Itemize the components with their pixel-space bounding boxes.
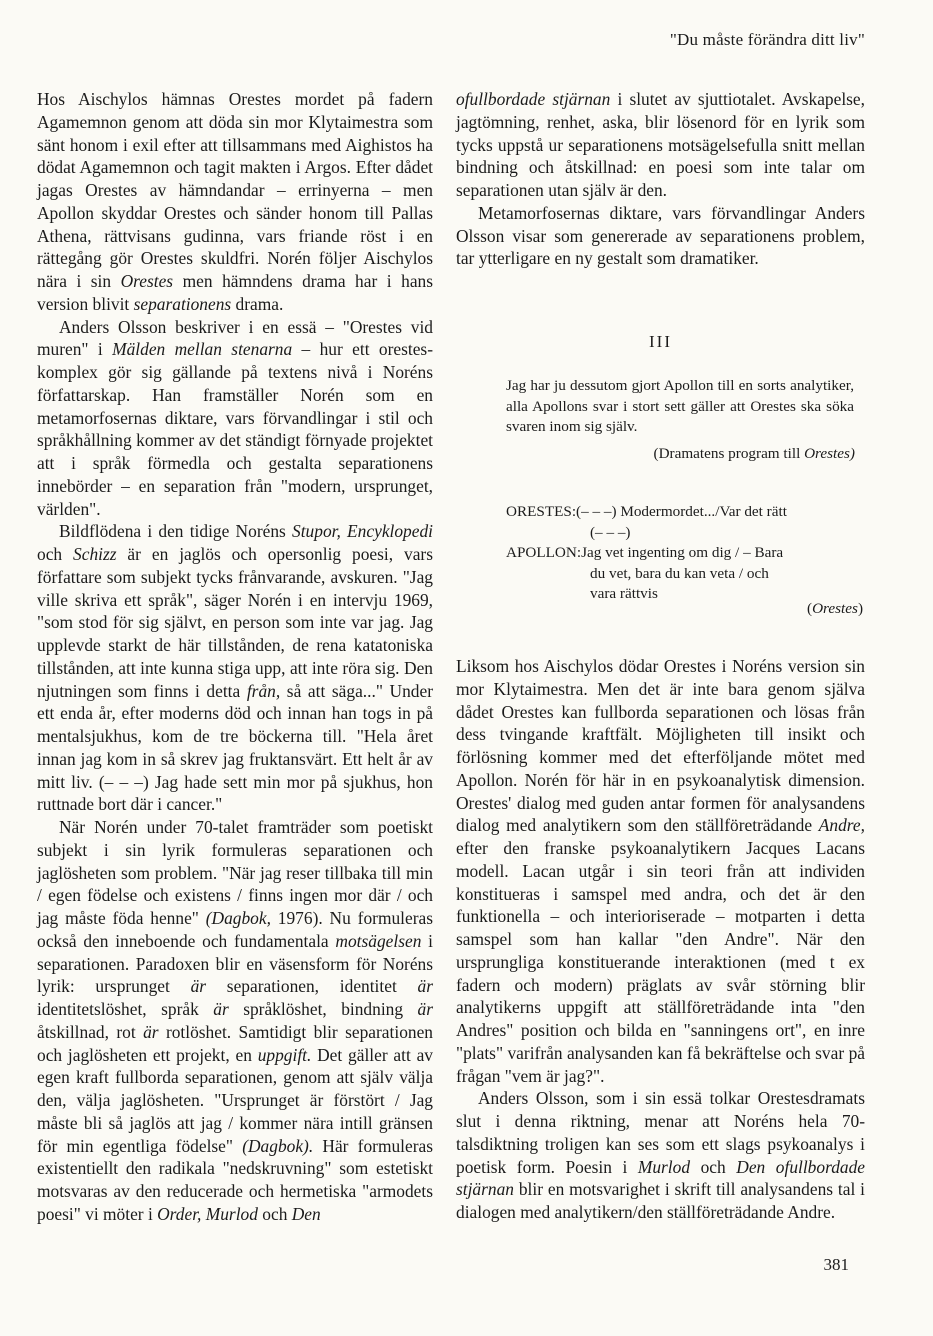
dialogue-quote: ORESTES: (– – –) Modermordet.../Var det rätt (– – –) APOLLON: Jag vet ingenting om dig / – Bara du vet, bara du kan veta / och vara rättvis [506, 502, 866, 605]
section-number: III [649, 332, 672, 351]
dialogue-line: APOLLON: Jag vet ingenting om dig / – Bara [506, 543, 866, 564]
left-column [37, 88, 433, 1226]
paragraph: Metamorfosernas diktare, vars förvandlingar Anders Olsson visar som genererade av separationens problem, tar ytterligare en ny gestalt som dramatiker. [456, 202, 865, 269]
speaker: APOLLON: [506, 544, 582, 561]
epigraph: Jag har ju dessutom gjort Apollon till en sorts analytiker, alla Apollons svar i stort sett gäller att Orestes ska söka svaren inom sig själv. [506, 377, 854, 436]
speaker: ORESTES: [506, 503, 577, 520]
dialogue-source: (Orestes) [807, 600, 863, 617]
right-column-bottom [456, 655, 865, 1224]
dialogue-line: ORESTES: (– – –) Modermordet.../Var det rätt [506, 502, 866, 523]
running-head: "Du måste förändra ditt liv" [669, 30, 865, 49]
paragraph: Bildflödena i den tidige Noréns Stupor, Encyklopedi och Schizz är en jaglös och opersonlig poesi, vars författare som subjekt tycks frånvarande, avskuren. "Jag ville skriva ett språk", säger Norén i en intervju 1969, "som stod för sig självt, en person som inte var jag. Jag upplevde starkt de här tillstånden, de rena katatoniska tillstånden, att inte kunna stiga upp, att inte röra sig. Den njutningen som finns i detta från, så att säga..." Under ett enda år, efter moderns död och innan han togs in på mentalsjukhus, kom de tre böckerna till. "Hela året innan jag kom in så skrev jag fruktansvärt. Ett helt år av mitt liv. (– – –) Jag hade sett min mor på sjukhus, hon ruttnade bort där i cancer." [37, 521, 434, 815]
epigraph-source: (Dramatens program till Orestes) [653, 445, 855, 462]
paragraph: När Norén under 70-talet framträder som poetiskt subjekt i sin lyrik formuleras separationen och jaglösheten som problem. "När jag reser tillbaka till min / egen födelse och existens / finns ingen mor där / och jag måste föda henne" (Dagbok, 1976). Nu formuleras också den inneboende och fundamentala motsägelsen i separationen. Paradoxen blir en väsensform för Noréns lyrik: ursprunget är separationen, identitet är identitetslöshet, språk är språklöshet, bindning är åtskillnad, rot är rotlöshet. Samtidigt blir separationen och jaglösheten ett projekt, en uppgift. Det gäller att av egen kraft fullborda separationen, genom att själv välja den, välja jaglösheten. "Ursprunget är förstört / Jag måste bli så jaglös att jag / kommer nära intill gränsen för min egentliga födelse" (Dagbok). Här formuleras existentiellt den radikala "nedskruvning" som estetiskt motsvaras av den reducerade och hermetiska "armodets poesi" vi möter i Order, Murlod och Den [37, 817, 434, 1224]
paragraph: ofullbordade stjärnan i slutet av sjuttiotalet. Avskapelse, jagtömning, renhet, aska, blir lösenord för en lyrik som tycks uppstå ur separationens motsägelsefulla snitt mellan bindning och åtskillnad: en poesi som inte talar om separationen utan själv är den. [456, 89, 865, 200]
paragraph: Liksom hos Aischylos dödar Orestes i Noréns version sin mor Klytaimestra. Men det är inte bara genom själva dådet Orestes kan fullborda separationen och lösas från dess tvingande kraftfält. Möjligheten till insikt och förlösning kommer med det efterföljande mötet med Apollon. Norén för här in en psykoanalytisk dimension. Orestes' dialog med guden antar formen för analysandens dialog med analytikern som den ställföreträdande Andre, efter den franske psykoanalytikern Jacques Lacans modell. Lacan utgår i sin teori från att individen konstitueras i samspel med andra, och det är den funktionella – och interioriserade – motparten i detta samspel som han kallar "den Andre". När den ursprungliga konstituerande interaktionen (med t ex fadern och modern) präglats av svår störning blir analytikerns uppgift att ställföreträdande inta "den Andres" position och bilda en "sanningens ort", en inre "plats" varifrån analysanden kan få bekräftelse och svar på frågan "vem är jag?". [456, 656, 865, 1086]
page-number: 381 [823, 1255, 849, 1274]
paragraph: Anders Olsson, som i sin essä tolkar Orestesdramats slut i denna riktning, menar att Noréns hela 70-talsdiktning troligen kan ses som ett slags psykoanalys i poetisk form. Poesin i Murlod och Den ofullbordade stjärnan blir en motsvarighet i skrift till analysandens tal i dialogen med analytikern/den ställföreträdande Andre. [456, 1088, 865, 1222]
paragraph: Anders Olsson beskriver i en essä – "Orestes vid muren" i Mälden mellan stenarna – hur ett orestes-komplex gör sig gällande på textens nivå i Noréns författarskap. Han framställer Norén som en metamorfosernas diktare, vars förvandlingar i stil och språkhållning kommer av det ständigt förnyade projektet att i språk förmedla och gestalta separationens innebörder – en separation från "modern, ursprunget, världen". [37, 316, 433, 519]
right-column-top [456, 88, 865, 270]
paragraph: Hos Aischylos hämnas Orestes mordet på fadern Agamemnon genom att döda sin mor Klytaimestra som sänt honom i exil efter att tillsammans med Aighistos ha dödat Agamemnon och tagit makten i Argos. Efter dådet jagas Orestes av hämndandar – errinyerna – men Apollon skyddar Orestes och sänder honom till Pallas Athena, rättvisans gudinna, vars friande röst i en rättegång gör Orestes skuldfri. Norén följer Aischylos nära i sin Orestes men hämndens drama har i hans version blivit separationens drama. [37, 89, 433, 314]
